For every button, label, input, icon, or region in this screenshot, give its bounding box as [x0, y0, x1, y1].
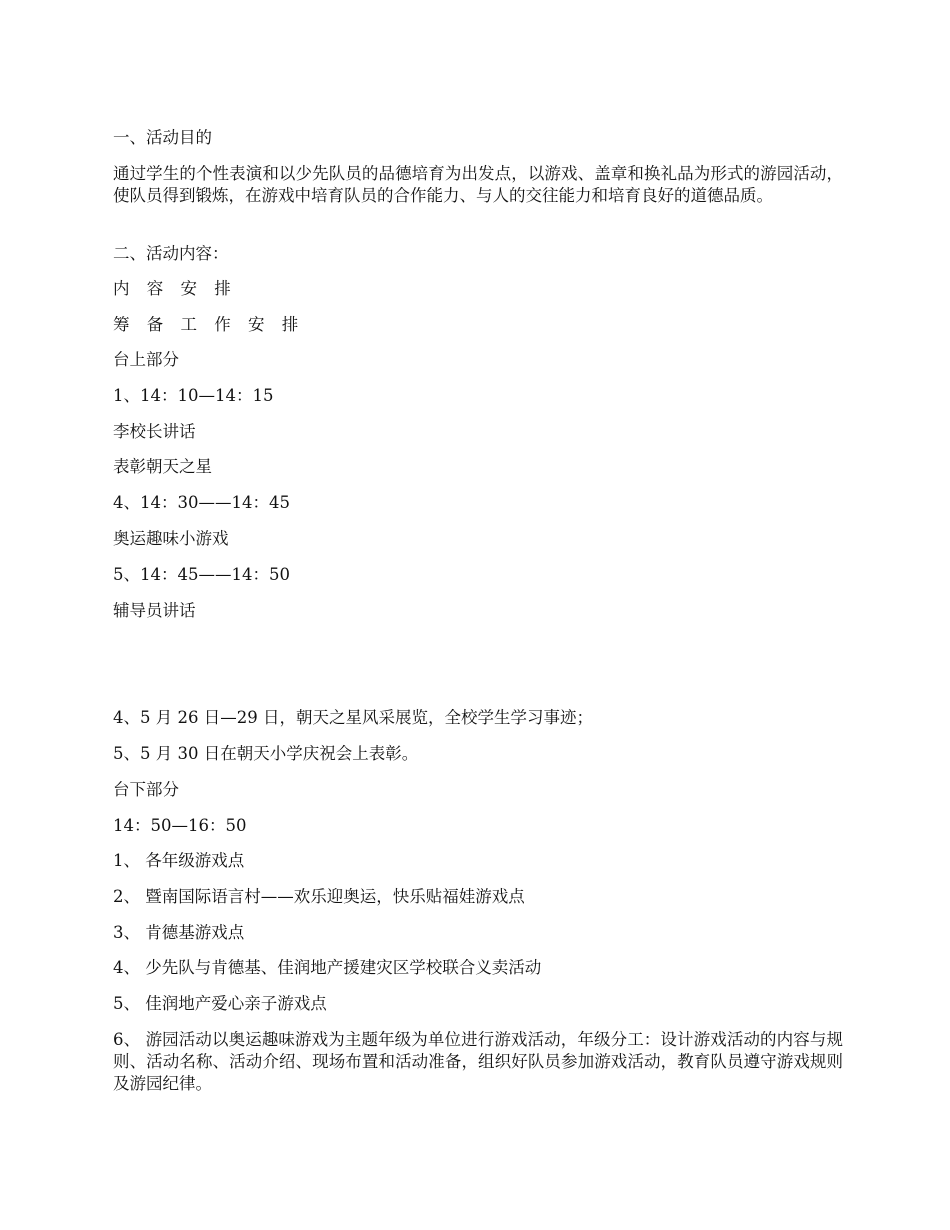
off-stage-item: 1、 各年级游戏点: [113, 851, 245, 870]
section1-heading: 一、活动目的: [113, 128, 212, 147]
on-stage-item: 李校长讲话: [113, 422, 196, 441]
on-stage-item: 5、14：45——14：50: [113, 565, 290, 584]
off-stage-time: 14：50—16：50: [113, 816, 247, 835]
on-stage-item: 奥运趣味小游戏: [113, 529, 229, 548]
prep-item: 4、5 月 26 日—29 日，朝天之星风采展览，全校学生学习事迹；: [113, 708, 593, 727]
on-stage-item: 辅导员讲话: [113, 601, 196, 620]
prep-item: 5、5 月 30 日在朝天小学庆祝会上表彰。: [113, 744, 419, 763]
on-stage-title: 台上部分: [113, 350, 179, 369]
on-stage-item: 1、14：10—14：15: [113, 386, 274, 405]
off-stage-item: 5、 佳润地产爱心亲子游戏点: [113, 994, 327, 1013]
off-stage-item: 3、 肯德基游戏点: [113, 923, 245, 942]
off-stage-item: 2、 暨南国际语言村——欢乐迎奥运，快乐贴福娃游戏点: [113, 887, 525, 906]
off-stage-title: 台下部分: [113, 780, 179, 799]
on-stage-item: 表彰朝天之星: [113, 457, 212, 476]
section2-heading: 二、活动内容：: [113, 244, 229, 263]
section1-body: 通过学生的个性表演和以少先队员的品德培育为出发点，以游戏、盖章和换礼品为形式的游园活动，使队员得到锻炼，在游戏中培育队员的合作能力、与人的交往能力和培育良好的道德品质。: [113, 164, 843, 205]
on-stage-item: 4、14：30——14：45: [113, 493, 290, 512]
content-arrangement-label: 内 容 安 排: [113, 279, 237, 298]
off-stage-item: 4、 少先队与肯德基、佳润地产援建灾区学校联合义卖活动: [113, 958, 542, 977]
off-stage-item: 6、 游园活动以奥运趣味游戏为主题年级为单位进行游戏活动，年级分工：设计游戏活动的内容与规则、活动名称、活动介绍、现场布置和活动准备，组织好队员参加游戏活动，教育队员遵守游戏规则及游园纪律。: [113, 1030, 843, 1093]
prep-arrangement-label: 筹 备 工 作 安 排: [113, 315, 305, 334]
